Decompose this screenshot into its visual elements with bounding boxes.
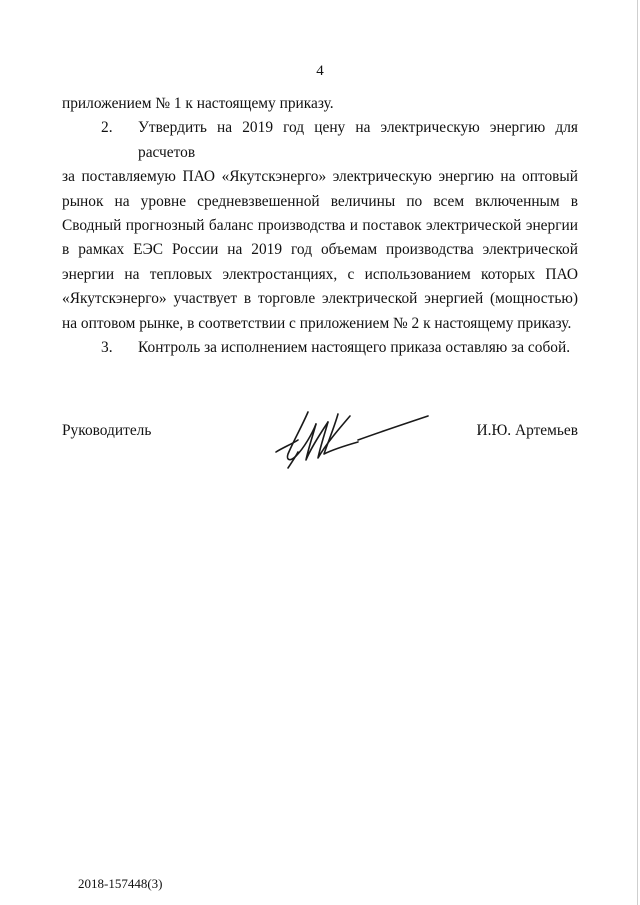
list-item xyxy=(62,116,578,336)
item-number: 2. xyxy=(101,119,113,137)
handwritten-signature xyxy=(268,404,438,474)
document-body xyxy=(62,92,578,360)
item-number: 3. xyxy=(101,339,113,357)
signatory-position: Руководитель xyxy=(62,422,152,439)
page-edge xyxy=(637,0,638,905)
document-id: 2018-157448(3) xyxy=(78,876,163,891)
item-text: за поставляемую ПАО «Якутскэнерго» электрическую энергию на оптовый рынок на уровне средневзвешенной величины по всем включенным в Сводный прогнозный баланс производства и поставок электрической энергии в рамках ЕЭС России на 2019 год объемам производства электрической энергии на тепловых электростанциях, с использованием которых ПАО «Якутскэнерго» участвует в торговле электрической энергией (мощностью) на оптовом рынке, в соответствии с приложением № 2 к настоящему приказу. xyxy=(62,168,578,332)
list-item xyxy=(62,336,578,360)
item-first-line: Утвердить на 2019 год цену на электрическую энергию для расчетов xyxy=(138,119,578,161)
continuation-paragraph: приложением № 1 к настоящему приказу. xyxy=(62,95,334,112)
page-number: 4 xyxy=(316,63,324,79)
signatory-name: И.Ю. Артемьев xyxy=(476,422,578,439)
item-first-line: Контроль за исполнением настоящего приказа оставляю за собой. xyxy=(138,339,571,357)
